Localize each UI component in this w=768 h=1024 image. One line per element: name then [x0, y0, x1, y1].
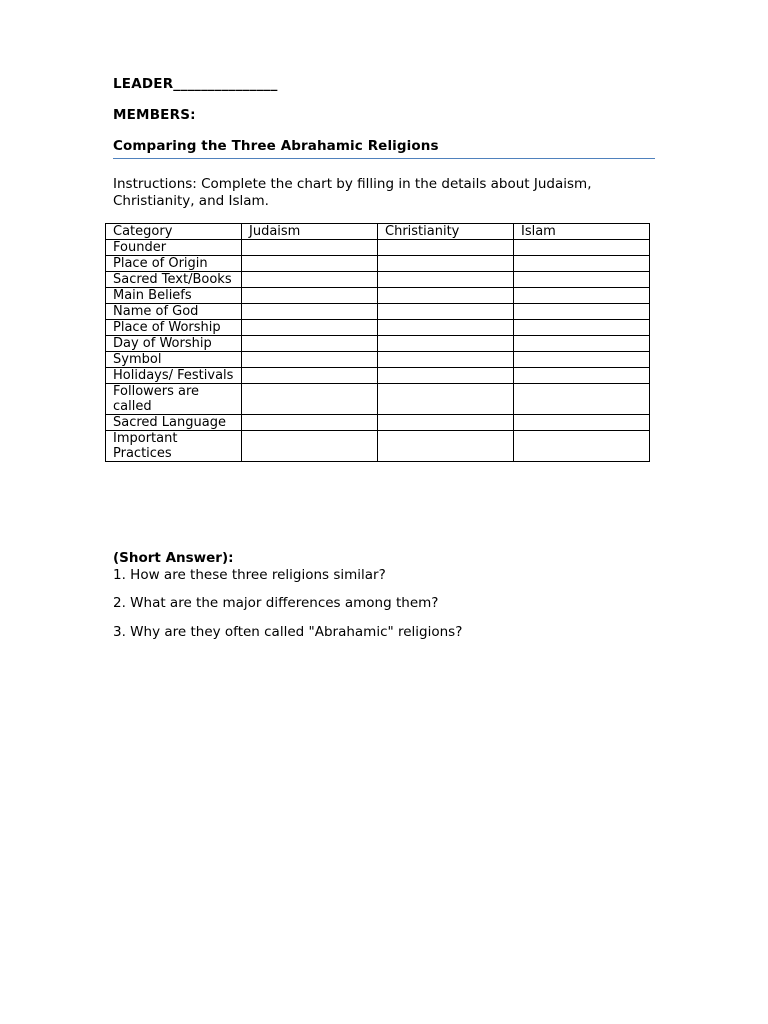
leader-blank[interactable]: _______________ [173, 76, 278, 92]
answer-cell[interactable] [514, 240, 650, 256]
category-cell: Important Practices [106, 431, 242, 462]
answer-cell[interactable] [378, 352, 514, 368]
table-row [106, 304, 650, 320]
category-cell: Place of Origin [106, 256, 242, 272]
answer-cell[interactable] [378, 272, 514, 288]
answer-cell[interactable] [378, 431, 514, 462]
answer-cell[interactable] [514, 288, 650, 304]
category-cell: Sacred Language [106, 415, 242, 431]
answer-cell[interactable] [242, 256, 378, 272]
answer-cell[interactable] [514, 256, 650, 272]
answer-cell[interactable] [514, 368, 650, 384]
answer-cell[interactable] [378, 288, 514, 304]
answer-cell[interactable] [514, 431, 650, 462]
answer-cell[interactable] [514, 272, 650, 288]
category-cell: Name of God [106, 304, 242, 320]
category-cell: Founder [106, 240, 242, 256]
answer-cell[interactable] [242, 304, 378, 320]
table-row [106, 336, 650, 352]
category-cell: Main Beliefs [106, 288, 242, 304]
answer-cell[interactable] [378, 336, 514, 352]
page-title: Comparing the Three Abrahamic Religions [113, 138, 439, 154]
category-cell: Holidays/ Festivals [106, 368, 242, 384]
table-row [106, 384, 650, 415]
header-cell: Category [106, 224, 242, 240]
comparison-table [105, 223, 650, 462]
question-2: 2. What are the major differences among them? [113, 595, 439, 611]
answer-cell[interactable] [242, 431, 378, 462]
table-row [106, 288, 650, 304]
category-cell: Place of Worship [106, 320, 242, 336]
answer-cell[interactable] [514, 415, 650, 431]
answer-cell[interactable] [378, 240, 514, 256]
header-cell: Islam [514, 224, 650, 240]
answer-cell[interactable] [242, 336, 378, 352]
short-answer-heading: (Short Answer): [113, 550, 234, 566]
answer-cell[interactable] [242, 368, 378, 384]
answer-cell[interactable] [514, 320, 650, 336]
answer-cell[interactable] [378, 256, 514, 272]
category-cell: Sacred Text/Books [106, 272, 242, 288]
table-row [106, 256, 650, 272]
table-row [106, 352, 650, 368]
question-1: 1. How are these three religions similar? [113, 567, 386, 583]
category-cell: Day of Worship [106, 336, 242, 352]
instructions-text: Instructions: Complete the chart by filling in the details about Judaism, Christianity, and Islam. [113, 176, 592, 209]
answer-cell[interactable] [514, 352, 650, 368]
answer-cell[interactable] [242, 384, 378, 415]
answer-cell[interactable] [514, 336, 650, 352]
leader-line [113, 76, 278, 92]
table-header-row [106, 224, 650, 240]
answer-cell[interactable] [514, 384, 650, 415]
answer-cell[interactable] [242, 272, 378, 288]
answer-cell[interactable] [242, 352, 378, 368]
answer-cell[interactable] [242, 240, 378, 256]
header-cell: Christianity [378, 224, 514, 240]
table-row [106, 368, 650, 384]
title-underline [113, 158, 655, 159]
table-row [106, 272, 650, 288]
answer-cell[interactable] [242, 320, 378, 336]
answer-cell[interactable] [378, 415, 514, 431]
answer-cell[interactable] [378, 368, 514, 384]
answer-cell[interactable] [378, 320, 514, 336]
answer-cell[interactable] [242, 415, 378, 431]
members-label: MEMBERS: [113, 107, 196, 123]
category-cell: Symbol [106, 352, 242, 368]
leader-label: LEADER [113, 76, 174, 92]
table-row [106, 431, 650, 462]
answer-cell[interactable] [514, 304, 650, 320]
answer-cell[interactable] [378, 384, 514, 415]
question-3: 3. Why are they often called "Abrahamic" religions? [113, 624, 463, 640]
header-cell: Judaism [242, 224, 378, 240]
category-cell: Followers are called [106, 384, 242, 415]
answer-cell[interactable] [242, 288, 378, 304]
table-row [106, 320, 650, 336]
table-row [106, 415, 650, 431]
answer-cell[interactable] [378, 304, 514, 320]
table-row [106, 240, 650, 256]
